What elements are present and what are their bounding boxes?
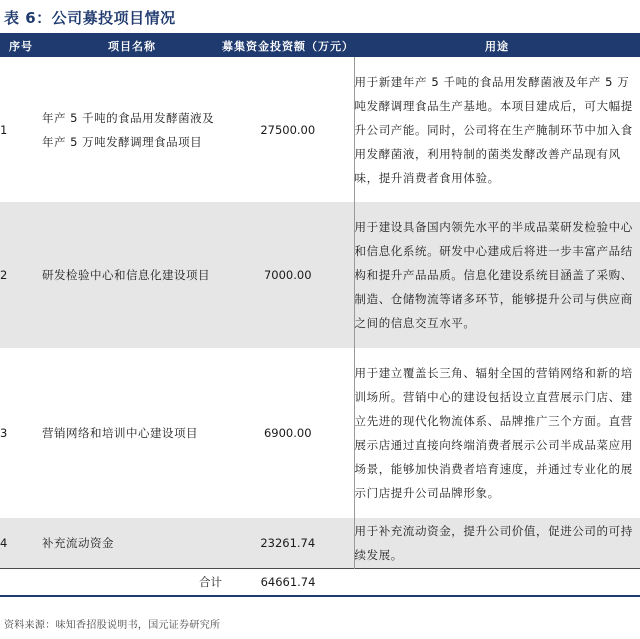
project-name: 研发检验中心和信息化建设项目 [42,202,222,348]
row-number: 1 [0,57,42,202]
project-use: 用于补充流动资金，提升公司价值，促进公司的可持续发展。 [354,518,640,569]
header-amount: 募集资金投资额（万元） [222,35,354,57]
fundraising-projects-table [0,35,640,597]
investment-amount: 23261.74 [222,518,354,569]
project-name: 年产 5 千吨的食品用发酵菌液及年产 5 万吨发酵调理食品项目 [42,57,222,202]
project-name: 补充流动资金 [42,518,222,569]
table-header-row [0,35,640,57]
project-use: 用于建设具备国内领先水平的半成品菜研发检验中心和信息化系统。研发中心建成后将进一步丰富产品结构和提升产品品质。信息化建设系统目涵盖了采购、制造、仓储物流等诸多环节，能够提升公司与供应商之间的信息交互水平。 [354,202,640,348]
investment-amount: 27500.00 [222,57,354,202]
row-number: 4 [0,518,42,569]
table-title: 表 6：公司募投项目情况 [4,9,176,27]
project-use: 用于建立覆盖长三角、辐射全国的营销网络和新的培训场所。营销中心的建设包括设立直营展示门店、建立先进的现代化物流体系、品牌推广三个方面。直营展示店通过直接向终端消费者展示公司半成品菜应用场景，能够加快消费者培育速度，并通过专业化的展示门店提升公司品牌形象。 [354,348,640,518]
table-row [0,202,640,348]
project-use: 用于新建年产 5 千吨的食品用发酵菌液及年产 5 万吨发酵调理食品生产基地。本项目建成后，可大幅提升公司产能。同时，公司将在生产腌制环节中加入食用发酵菌液，利用特制的菌类发酵改善产品现有风味，提升消费者食用体验。 [354,57,640,202]
header-name: 项目名称 [42,35,222,57]
project-name: 营销网络和培训中心建设项目 [42,348,222,518]
table-row [0,518,640,569]
header-use: 用途 [354,35,640,57]
total-amount: 64661.74 [222,569,354,597]
row-number: 2 [0,202,42,348]
table-row [0,348,640,518]
investment-amount: 7000.00 [222,202,354,348]
header-no: 序号 [0,35,42,57]
row-number: 3 [0,348,42,518]
table-row [0,57,640,202]
total-use-empty [354,569,640,597]
total-row [0,569,640,597]
source-note: 资料来源：味知香招股说明书，国元证券研究所 [4,620,221,631]
total-label: 合计 [0,569,222,597]
investment-amount: 6900.00 [222,348,354,518]
